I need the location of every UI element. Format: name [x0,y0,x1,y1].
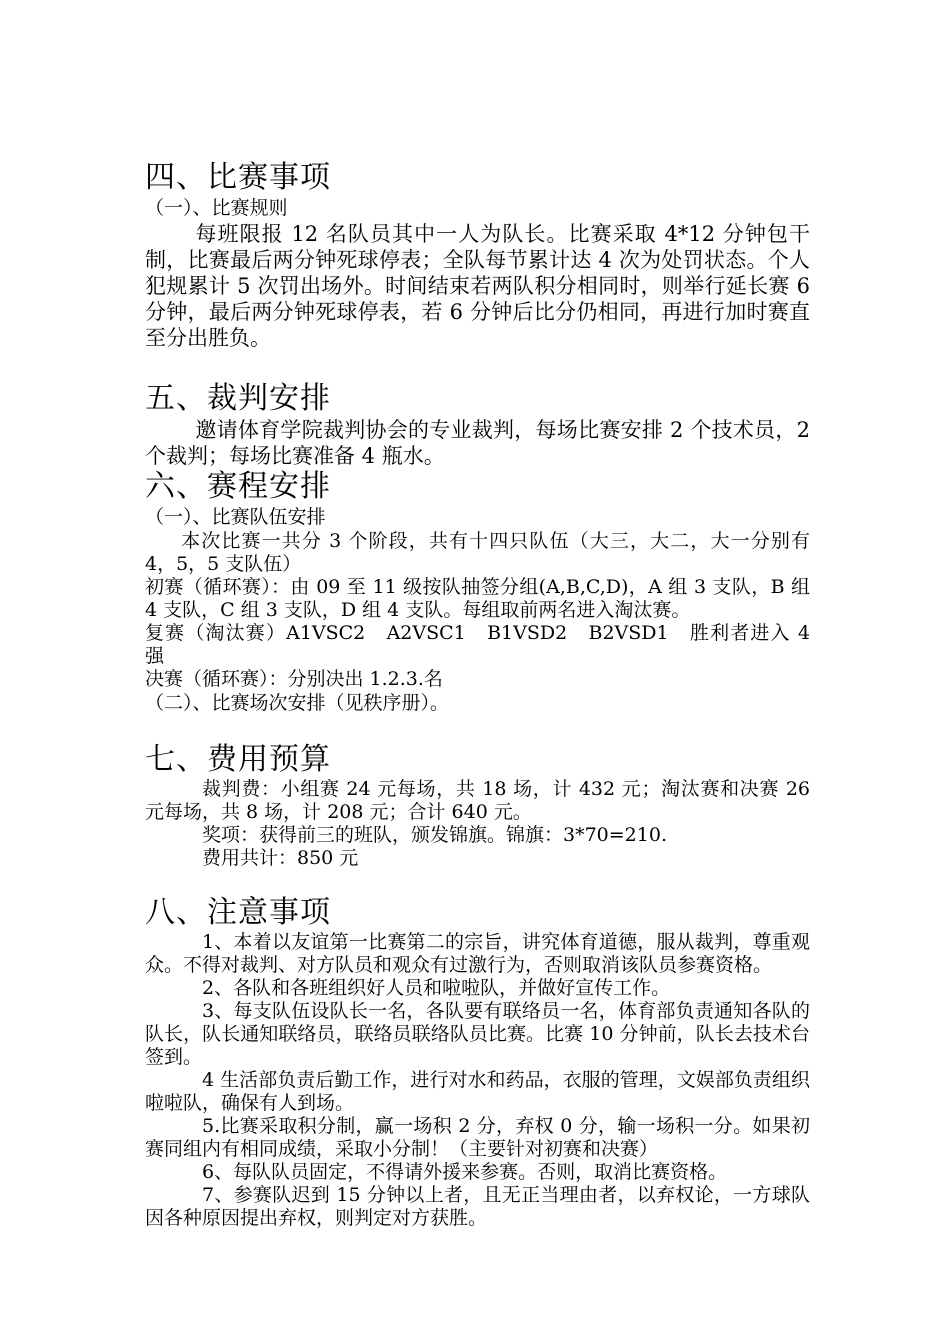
section-7-heading: 七、费用预算 [145,742,331,777]
section-7-paragraph-1: 裁判费：小组赛 24 元每场，共 18 场，计 432 元；淘汰赛和决赛 26 元每场，共 8 场，计 208 元；合计 640 元。 [145,778,810,823]
section-5-paragraph: 邀请体育学院裁判协会的专业裁判，每场比赛安排 2 个技术员，2 个裁判；每场比赛准备 4 瓶水。 [145,418,810,468]
document-content [145,160,810,1230]
section-6-subheading-1: （一）、比赛队伍安排 [145,506,326,528]
section-6-paragraph-3: 复赛（淘汰赛）A1VSC2 A2VSC1 B1VSD2 B2VSD1 胜利者进入 4 强 [145,622,810,667]
section-6-heading: 六、赛程安排 [145,469,331,504]
section-6-paragraph-2: 初赛（循环赛）：由 09 至 11 级按队抽签分组(A,B,C,D)，A 组 3 支队，B 组 4 支队，C 组 3 支队，D 组 4 支队。每组取前两名进入淘汰赛。 [145,576,810,621]
section-4-subheading: （一）、比赛规则 [145,197,288,219]
section-8-item: 5.比赛采取积分制，赢一场积 2 分，弃权 0 分，输一场积一分。如果初赛同组内有相同成绩，采取小分制！（主要针对初赛和决赛） [145,1115,810,1160]
section-6-subheading-2: （二）、比赛场次安排（见秩序册）。 [145,692,450,714]
section-8-item: 7、参赛队迟到 15 分钟以上者，且无正当理由者，以弃权论，一方球队因各种原因提出弃权，则判定对方获胜。 [145,1184,810,1229]
section-6-paragraph-4: 决赛（循环赛）：分别决出 1.2.3.名 [145,668,443,690]
section-8-item: 3、每支队伍设队长一名，各队要有联络员一名，体育部负责通知各队的队长，队长通知联络员，联络员联络队员比赛。比赛 10 分钟前，队长去技术台签到。 [145,1000,810,1068]
section-8-item: 4 生活部负责后勤工作，进行对水和药品，衣服的管理，文娱部负责组织啦啦队，确保有人到场。 [145,1069,810,1114]
section-8-item: 1、本着以友谊第一比赛第二的宗旨，讲究体育道德，服从裁判，尊重观众。不得对裁判、对方队员和观众有过激行为，否则取消该队员参赛资格。 [145,931,810,976]
section-7-paragraph-2: 奖项：获得前三的班队，颁发锦旗。锦旗：3*70=210. [202,824,667,846]
section-8-item: 6、每队队员固定，不得请外援来参赛。否则，取消比赛资格。 [202,1161,728,1183]
section-5-heading: 五、裁判安排 [145,381,331,416]
section-8-heading: 八、注意事项 [145,895,331,930]
section-7-paragraph-3: 费用共计：850 元 [202,847,359,869]
section-6-paragraph-1: 本次比赛一共分 3 个阶段，共有十四只队伍（大三，大二，大一分别有 4，5，5 支队伍） [145,530,810,575]
section-4-heading: 四、比赛事项 [145,160,331,195]
section-4-paragraph: 每班限报 12 名队员其中一人为队长。比赛采取 4*12 分钟包干制，比赛最后两分钟死球停表；全队每节累计达 4 次为处罚状态。个人犯规累计 5 次罚出场外。时间结束若两队积分相同时，则举行延长赛 6 分钟，最后两分钟死球停表，若 6 分钟后比分仍相同，再进行加时赛直至分出胜负。 [145,222,810,350]
section-8-item: 2、各队和各班组织好人员和啦啦队，并做好宣传工作。 [202,977,671,999]
